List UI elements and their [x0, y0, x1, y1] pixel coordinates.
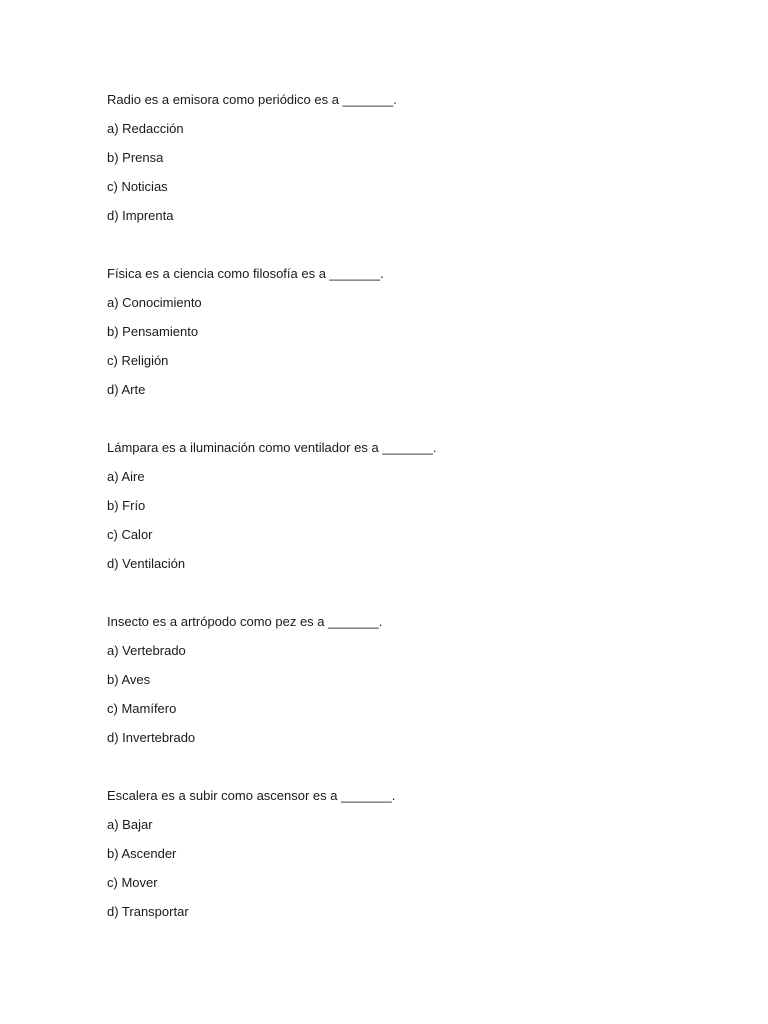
answer-option: c) Religión [107, 353, 169, 368]
question-prompt: Lámpara es a iluminación como ventilador es a _______. [107, 440, 437, 455]
answer-option: a) Aire [107, 469, 145, 484]
question-block-2 [107, 264, 707, 409]
question-prompt: Física es a ciencia como filosofía es a _______. [107, 266, 384, 281]
question-prompt: Insecto es a artrópodo como pez es a _______. [107, 614, 383, 629]
answer-option: d) Invertebrado [107, 730, 196, 745]
question-block-5 [107, 786, 707, 931]
answer-option: d) Arte [107, 382, 146, 397]
answer-option: a) Vertebrado [107, 643, 186, 658]
answer-option: d) Ventilación [107, 556, 186, 571]
answer-option: b) Aves [107, 672, 151, 687]
question-block-4 [107, 612, 707, 757]
answer-option: b) Frío [107, 498, 146, 513]
question-prompt: Radio es a emisora como periódico es a _______. [107, 92, 397, 107]
question-block-1 [107, 90, 707, 235]
answer-option: b) Pensamiento [107, 324, 199, 339]
answer-option: a) Bajar [107, 817, 153, 832]
answer-option: d) Imprenta [107, 208, 174, 223]
answer-option: a) Redacción [107, 121, 184, 136]
quiz-content [107, 90, 707, 960]
answer-option: c) Calor [107, 527, 153, 542]
answer-option: a) Conocimiento [107, 295, 202, 310]
answer-option: d) Transportar [107, 904, 189, 919]
answer-option: b) Ascender [107, 846, 177, 861]
answer-option: c) Mover [107, 875, 158, 890]
answer-option: b) Prensa [107, 150, 164, 165]
question-block-3 [107, 438, 707, 583]
answer-option: c) Mamífero [107, 701, 177, 716]
answer-option: c) Noticias [107, 179, 168, 194]
question-prompt: Escalera es a subir como ascensor es a _______. [107, 788, 396, 803]
